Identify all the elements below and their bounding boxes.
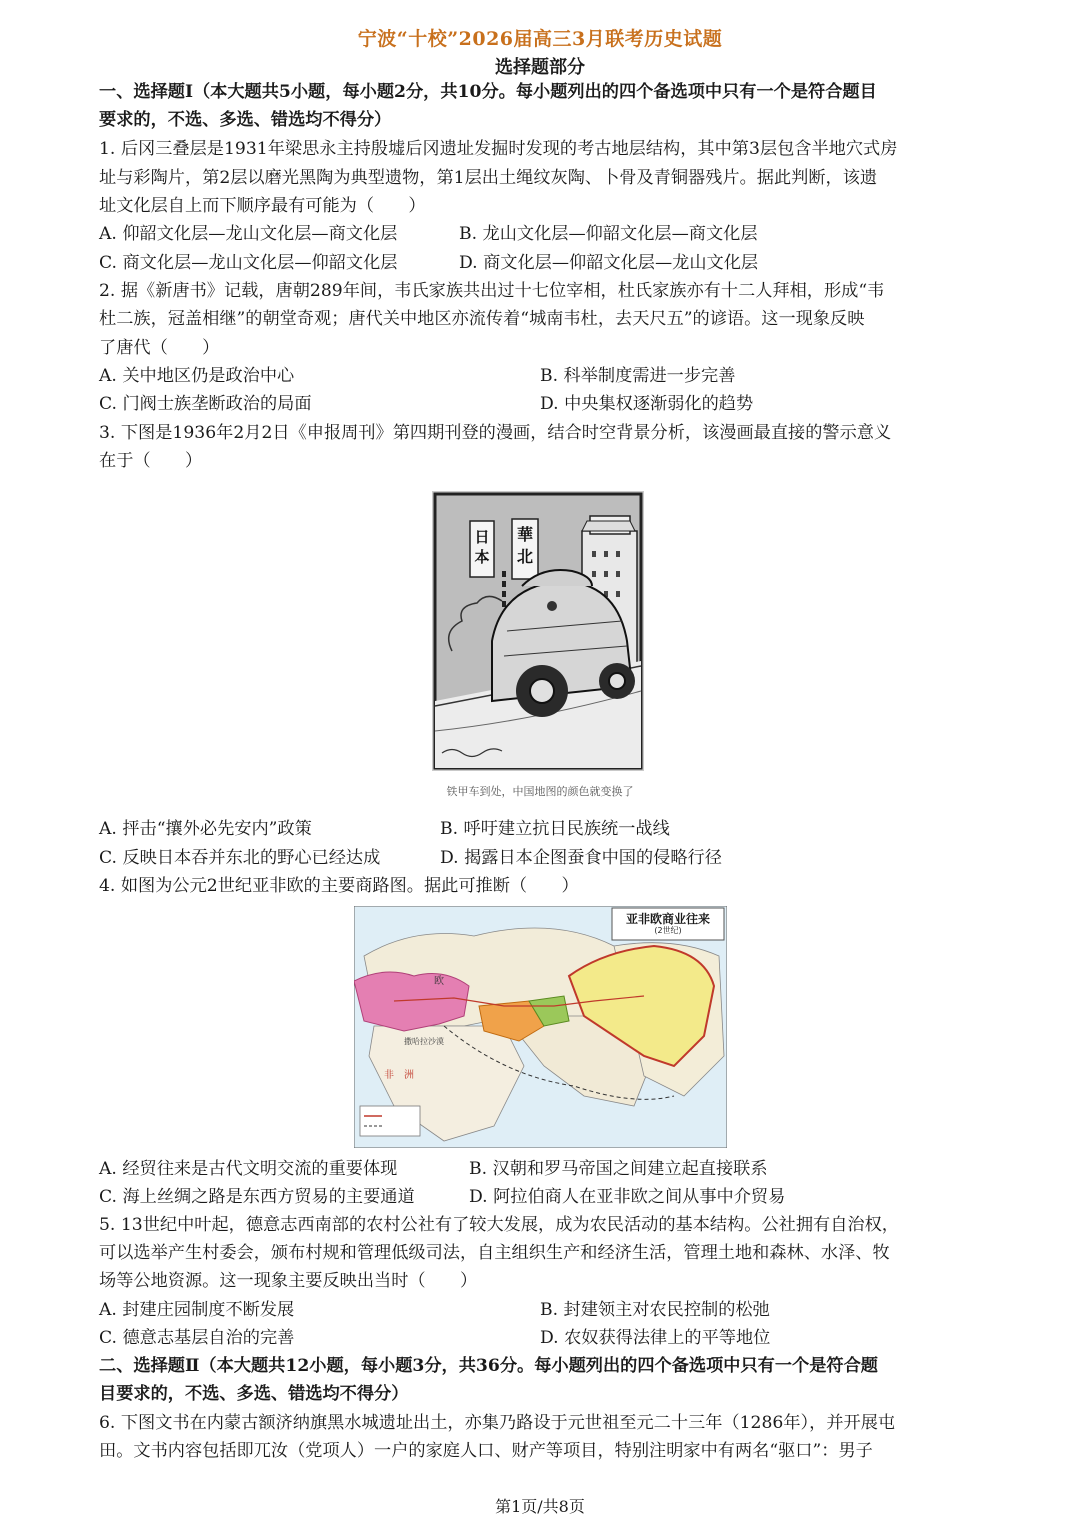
q6-stem-line2: 田。文书内容包括即兀汝（党项人）一户的家庭人口、财产等项目，特别注明家中有两名“驱口”：男子: [99, 1441, 873, 1461]
q3-stem-line1: 3. 下图是1936年2月2日《申报周刊》第四期刊登的漫画，结合时空背景分析，该漫画最直接的警示意义: [99, 423, 892, 443]
cartoon-figure: [432, 491, 644, 771]
q5-option-c: C. 德意志基层自治的完善: [99, 1328, 295, 1348]
page-footer: 第1页/共8页: [495, 1497, 585, 1516]
q5-option-b: B. 封建领主对农民控制的松弛: [540, 1300, 770, 1320]
q2-option-d: D. 中央集权逐渐弱化的趋势: [540, 394, 754, 414]
q3-option-c: C. 反映日本吞并东北的野心已经达成: [99, 848, 381, 868]
q2-stem-line3: 了唐代（ ）: [99, 338, 220, 358]
q1-option-c: C. 商文化层—龙山文化层—仰韶文化层: [99, 253, 398, 273]
section2-heading-line2: 目要求的，不选、多选、错选均不得分）: [99, 1384, 409, 1404]
map-subtitle: (2世纪): [654, 926, 682, 935]
q1-option-b: B. 龙山文化层—仰韶文化层—商文化层: [459, 224, 758, 244]
q6-stem-line1: 6. 下图文书在内蒙古额济纳旗黑水城遗址出土，亦集乃路设于元世祖至元二十三年（1286年），并开展屯: [99, 1413, 896, 1433]
q4-option-c: C. 海上丝绸之路是东西方贸易的主要通道: [99, 1187, 415, 1207]
section2-heading-line1: 二、选择题Ⅱ（本大题共12小题，每小题3分，共36分。每小题列出的四个备选项中只有一个是符合题: [99, 1356, 878, 1376]
map-title: 亚非欧商业往来: [625, 912, 710, 926]
cartoon-caption: 铁甲车到处，中国地图的颜色就变换了: [446, 785, 634, 798]
q3-stem-line2: 在于（ ）: [99, 451, 203, 471]
q1-stem-line1: 1. 后冈三叠层是1931年梁思永主持殷墟后冈遗址发掘时发现的考古地层结构，其中第3层包含半地穴式房: [99, 139, 898, 159]
q5-option-d: D. 农奴获得法律上的平等地位: [540, 1328, 771, 1348]
q1-option-d: D. 商文化层—仰韶文化层—龙山文化层: [459, 253, 759, 273]
map-label-africa: 非 洲: [384, 1070, 414, 1081]
trade-route-map: [354, 906, 727, 1148]
armored-car-cartoon: [432, 491, 644, 771]
q5-option-a: A. 封建庄园制度不断发展: [99, 1300, 295, 1320]
q4-option-a: A. 经贸往来是古代文明交流的重要体现: [99, 1159, 398, 1179]
map-label-sahara: 撒哈拉沙漠: [404, 1037, 444, 1046]
section1-heading-line1: 一、选择题Ⅰ（本大题共5小题，每小题2分，共10分。每小题列出的四个备选项中只有一个是符合题目: [99, 82, 877, 102]
q4-stem-line1: 4. 如图为公元2世纪亚非欧的主要商路图。据此可推断（ ）: [99, 876, 579, 896]
map-graphic: [354, 906, 727, 1148]
q1-stem-line3: 址文化层自上而下顺序最有可能为（ ）: [99, 196, 426, 216]
map-label-europe: 欧: [434, 976, 444, 987]
q1-stem-line2: 址与彩陶片，第2层以磨光黑陶为典型遗物，第1层出土绳纹灰陶、卜骨及青铜器残片。据此判断，该遗: [99, 168, 878, 188]
section-subtitle: 选择题部分: [495, 57, 585, 78]
section1-heading-line2: 要求的，不选、多选、错选均不得分）: [99, 110, 392, 130]
q2-stem-line2: 杜二族，冠盖相继”的朝堂奇观；唐代关中地区亦流传着“城南韦杜，去天尺五”的谚语。这一现象反映: [99, 309, 865, 329]
q1-option-a: A. 仰韶文化层—龙山文化层—商文化层: [99, 224, 398, 244]
q3-option-a: A. 抨击“攘外必先安内”政策: [99, 819, 312, 839]
q4-option-d: D. 阿拉伯商人在亚非欧之间从事中介贸易: [469, 1187, 786, 1207]
sign-japan: 日本: [474, 528, 490, 566]
q3-option-b: B. 呼吁建立抗日民族统一战线: [440, 819, 670, 839]
q5-stem-line1: 5. 13世纪中叶起，德意志西南部的农村公社有了较大发展，成为农民活动的基本结构。公社拥有自治权，: [99, 1215, 899, 1235]
q2-option-b: B. 科举制度需进一步完善: [540, 366, 736, 386]
q5-stem-line2: 可以选举产生村委会，颁布村规和管理低级司法，自主组织生产和经济生活，管理土地和森林、水泽、牧: [99, 1243, 890, 1263]
sign-huabei: 華北: [516, 525, 533, 566]
q2-option-a: A. 关中地区仍是政治中心: [99, 366, 295, 386]
q2-option-c: C. 门阀士族垄断政治的局面: [99, 394, 312, 414]
q2-stem-line1: 2. 据《新唐书》记载，唐朝289年间，韦氏家族共出过十七位宰相，杜氏家族亦有十二人拜相，形成“韦: [99, 281, 885, 301]
page-title: 宁波“十校”2026届高三3月联考历史试题: [357, 28, 723, 50]
q5-stem-line3: 场等公地资源。这一现象主要反映出当时（ ）: [99, 1271, 478, 1291]
q4-option-b: B. 汉朝和罗马帝国之间建立起直接联系: [469, 1159, 768, 1179]
q3-option-d: D. 揭露日本企图蚕食中国的侵略行径: [440, 848, 722, 868]
